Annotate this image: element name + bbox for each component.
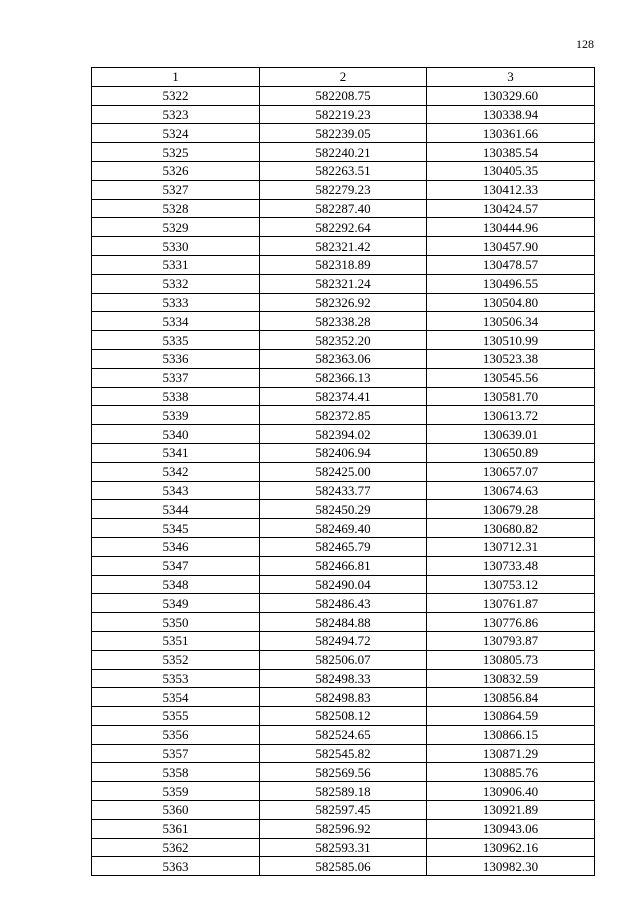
- x-coordinate-cell: 582321.24: [260, 274, 427, 293]
- point-number-cell: 5342: [92, 462, 260, 481]
- point-number-cell: 5341: [92, 443, 260, 462]
- x-coordinate-cell: 582498.83: [260, 688, 427, 707]
- y-coordinate-cell: 130943.06: [427, 819, 595, 838]
- y-coordinate-cell: 130478.57: [427, 255, 595, 274]
- y-coordinate-cell: 130523.38: [427, 349, 595, 368]
- x-coordinate-cell: 582506.07: [260, 650, 427, 669]
- x-coordinate-cell: 582498.33: [260, 669, 427, 688]
- point-number-cell: 5352: [92, 650, 260, 669]
- y-coordinate-cell: 130793.87: [427, 631, 595, 650]
- table-row: [92, 443, 595, 462]
- table-row: [92, 425, 595, 444]
- y-coordinate-cell: 130856.84: [427, 688, 595, 707]
- point-number-cell: 5335: [92, 331, 260, 350]
- table-row: [92, 86, 595, 105]
- y-coordinate-cell: 130444.96: [427, 218, 595, 237]
- y-coordinate-cell: 130613.72: [427, 406, 595, 425]
- header-row: [92, 68, 595, 87]
- point-number-cell: 5343: [92, 481, 260, 500]
- table-row: [92, 707, 595, 726]
- table-header: [92, 68, 595, 87]
- x-coordinate-cell: 582372.85: [260, 406, 427, 425]
- table-row: [92, 669, 595, 688]
- point-number-cell: 5362: [92, 838, 260, 857]
- point-number-cell: 5350: [92, 613, 260, 632]
- column-header-1: 1: [92, 68, 260, 87]
- table-row: [92, 782, 595, 801]
- x-coordinate-cell: 582486.43: [260, 594, 427, 613]
- table-row: [92, 237, 595, 256]
- y-coordinate-cell: 130805.73: [427, 650, 595, 669]
- table-row: [92, 143, 595, 162]
- point-number-cell: 5337: [92, 368, 260, 387]
- table-row: [92, 462, 595, 481]
- table-body: [92, 86, 595, 875]
- point-number-cell: 5322: [92, 86, 260, 105]
- table-row: [92, 218, 595, 237]
- x-coordinate-cell: 582484.88: [260, 613, 427, 632]
- table-row: [92, 500, 595, 519]
- point-number-cell: 5326: [92, 161, 260, 180]
- table-row: [92, 857, 595, 876]
- point-number-cell: 5332: [92, 274, 260, 293]
- point-number-cell: 5331: [92, 255, 260, 274]
- table-row: [92, 819, 595, 838]
- x-coordinate-cell: 582219.23: [260, 105, 427, 124]
- table-row: [92, 744, 595, 763]
- table-row: [92, 575, 595, 594]
- point-number-cell: 5357: [92, 744, 260, 763]
- x-coordinate-cell: 582589.18: [260, 782, 427, 801]
- y-coordinate-cell: 130776.86: [427, 613, 595, 632]
- y-coordinate-cell: 130733.48: [427, 556, 595, 575]
- x-coordinate-cell: 582469.40: [260, 519, 427, 538]
- y-coordinate-cell: 130581.70: [427, 387, 595, 406]
- table-row: [92, 368, 595, 387]
- x-coordinate-cell: 582524.65: [260, 725, 427, 744]
- y-coordinate-cell: 130338.94: [427, 105, 595, 124]
- y-coordinate-cell: 130650.89: [427, 443, 595, 462]
- x-coordinate-cell: 582326.92: [260, 293, 427, 312]
- x-coordinate-cell: 582287.40: [260, 199, 427, 218]
- x-coordinate-cell: 582279.23: [260, 180, 427, 199]
- x-coordinate-cell: 582596.92: [260, 819, 427, 838]
- y-coordinate-cell: 130864.59: [427, 707, 595, 726]
- point-number-cell: 5329: [92, 218, 260, 237]
- y-coordinate-cell: 130962.16: [427, 838, 595, 857]
- y-coordinate-cell: 130424.57: [427, 199, 595, 218]
- point-number-cell: 5345: [92, 519, 260, 538]
- table-row: [92, 556, 595, 575]
- point-number-cell: 5333: [92, 293, 260, 312]
- y-coordinate-cell: 130761.87: [427, 594, 595, 613]
- point-number-cell: 5325: [92, 143, 260, 162]
- x-coordinate-cell: 582433.77: [260, 481, 427, 500]
- table-row: [92, 594, 595, 613]
- x-coordinate-cell: 582569.56: [260, 763, 427, 782]
- y-coordinate-cell: 130412.33: [427, 180, 595, 199]
- y-coordinate-cell: 130866.15: [427, 725, 595, 744]
- x-coordinate-cell: 582239.05: [260, 124, 427, 143]
- x-coordinate-cell: 582208.75: [260, 86, 427, 105]
- table-row: [92, 349, 595, 368]
- point-number-cell: 5340: [92, 425, 260, 444]
- column-header-2: 2: [260, 68, 427, 87]
- y-coordinate-cell: 130680.82: [427, 519, 595, 538]
- table-row: [92, 161, 595, 180]
- x-coordinate-cell: 582318.89: [260, 255, 427, 274]
- y-coordinate-cell: 130982.30: [427, 857, 595, 876]
- x-coordinate-cell: 582366.13: [260, 368, 427, 387]
- y-coordinate-cell: 130385.54: [427, 143, 595, 162]
- x-coordinate-cell: 582352.20: [260, 331, 427, 350]
- point-number-cell: 5330: [92, 237, 260, 256]
- table-row: [92, 180, 595, 199]
- x-coordinate-cell: 582545.82: [260, 744, 427, 763]
- table-row: [92, 105, 595, 124]
- x-coordinate-cell: 582490.04: [260, 575, 427, 594]
- x-coordinate-cell: 582466.81: [260, 556, 427, 575]
- table-row: [92, 838, 595, 857]
- point-number-cell: 5334: [92, 312, 260, 331]
- point-number-cell: 5344: [92, 500, 260, 519]
- x-coordinate-cell: 582450.29: [260, 500, 427, 519]
- y-coordinate-cell: 130545.56: [427, 368, 595, 387]
- y-coordinate-cell: 130657.07: [427, 462, 595, 481]
- table-row: [92, 331, 595, 350]
- point-number-cell: 5355: [92, 707, 260, 726]
- x-coordinate-cell: 582292.64: [260, 218, 427, 237]
- point-number-cell: 5353: [92, 669, 260, 688]
- y-coordinate-cell: 130679.28: [427, 500, 595, 519]
- point-number-cell: 5359: [92, 782, 260, 801]
- table-row: [92, 650, 595, 669]
- x-coordinate-cell: 582425.00: [260, 462, 427, 481]
- table-row: [92, 763, 595, 782]
- point-number-cell: 5347: [92, 556, 260, 575]
- coordinates-table: [91, 67, 595, 876]
- table-row: [92, 801, 595, 820]
- table-row: [92, 255, 595, 274]
- point-number-cell: 5338: [92, 387, 260, 406]
- point-number-cell: 5360: [92, 801, 260, 820]
- point-number-cell: 5361: [92, 819, 260, 838]
- x-coordinate-cell: 582406.94: [260, 443, 427, 462]
- y-coordinate-cell: 130885.76: [427, 763, 595, 782]
- y-coordinate-cell: 130753.12: [427, 575, 595, 594]
- x-coordinate-cell: 582374.41: [260, 387, 427, 406]
- point-number-cell: 5346: [92, 537, 260, 556]
- y-coordinate-cell: 130506.34: [427, 312, 595, 331]
- point-number-cell: 5349: [92, 594, 260, 613]
- y-coordinate-cell: 130457.90: [427, 237, 595, 256]
- y-coordinate-cell: 130639.01: [427, 425, 595, 444]
- y-coordinate-cell: 130832.59: [427, 669, 595, 688]
- x-coordinate-cell: 582394.02: [260, 425, 427, 444]
- table-row: [92, 481, 595, 500]
- y-coordinate-cell: 130504.80: [427, 293, 595, 312]
- point-number-cell: 5339: [92, 406, 260, 425]
- point-number-cell: 5323: [92, 105, 260, 124]
- table-row: [92, 519, 595, 538]
- point-number-cell: 5327: [92, 180, 260, 199]
- table-row: [92, 124, 595, 143]
- x-coordinate-cell: 582338.28: [260, 312, 427, 331]
- x-coordinate-cell: 582585.06: [260, 857, 427, 876]
- table-row: [92, 293, 595, 312]
- table-row: [92, 406, 595, 425]
- y-coordinate-cell: 130871.29: [427, 744, 595, 763]
- x-coordinate-cell: 582263.51: [260, 161, 427, 180]
- y-coordinate-cell: 130496.55: [427, 274, 595, 293]
- x-coordinate-cell: 582593.31: [260, 838, 427, 857]
- y-coordinate-cell: 130405.35: [427, 161, 595, 180]
- point-number-cell: 5358: [92, 763, 260, 782]
- table-row: [92, 613, 595, 632]
- x-coordinate-cell: 582508.12: [260, 707, 427, 726]
- x-coordinate-cell: 582363.06: [260, 349, 427, 368]
- point-number-cell: 5356: [92, 725, 260, 744]
- point-number-cell: 5324: [92, 124, 260, 143]
- y-coordinate-cell: 130674.63: [427, 481, 595, 500]
- point-number-cell: 5351: [92, 631, 260, 650]
- point-number-cell: 5348: [92, 575, 260, 594]
- x-coordinate-cell: 582321.42: [260, 237, 427, 256]
- table-row: [92, 274, 595, 293]
- point-number-cell: 5354: [92, 688, 260, 707]
- table-row: [92, 537, 595, 556]
- table-row: [92, 199, 595, 218]
- y-coordinate-cell: 130906.40: [427, 782, 595, 801]
- x-coordinate-cell: 582465.79: [260, 537, 427, 556]
- table-row: [92, 725, 595, 744]
- y-coordinate-cell: 130329.60: [427, 86, 595, 105]
- x-coordinate-cell: 582597.45: [260, 801, 427, 820]
- y-coordinate-cell: 130510.99: [427, 331, 595, 350]
- table-row: [92, 387, 595, 406]
- table-row: [92, 631, 595, 650]
- point-number-cell: 5328: [92, 199, 260, 218]
- y-coordinate-cell: 130712.31: [427, 537, 595, 556]
- table-row: [92, 312, 595, 331]
- x-coordinate-cell: 582240.21: [260, 143, 427, 162]
- point-number-cell: 5336: [92, 349, 260, 368]
- point-number-cell: 5363: [92, 857, 260, 876]
- y-coordinate-cell: 130361.66: [427, 124, 595, 143]
- x-coordinate-cell: 582494.72: [260, 631, 427, 650]
- page-number: 128: [576, 37, 594, 51]
- column-header-3: 3: [427, 68, 595, 87]
- table-row: [92, 688, 595, 707]
- y-coordinate-cell: 130921.89: [427, 801, 595, 820]
